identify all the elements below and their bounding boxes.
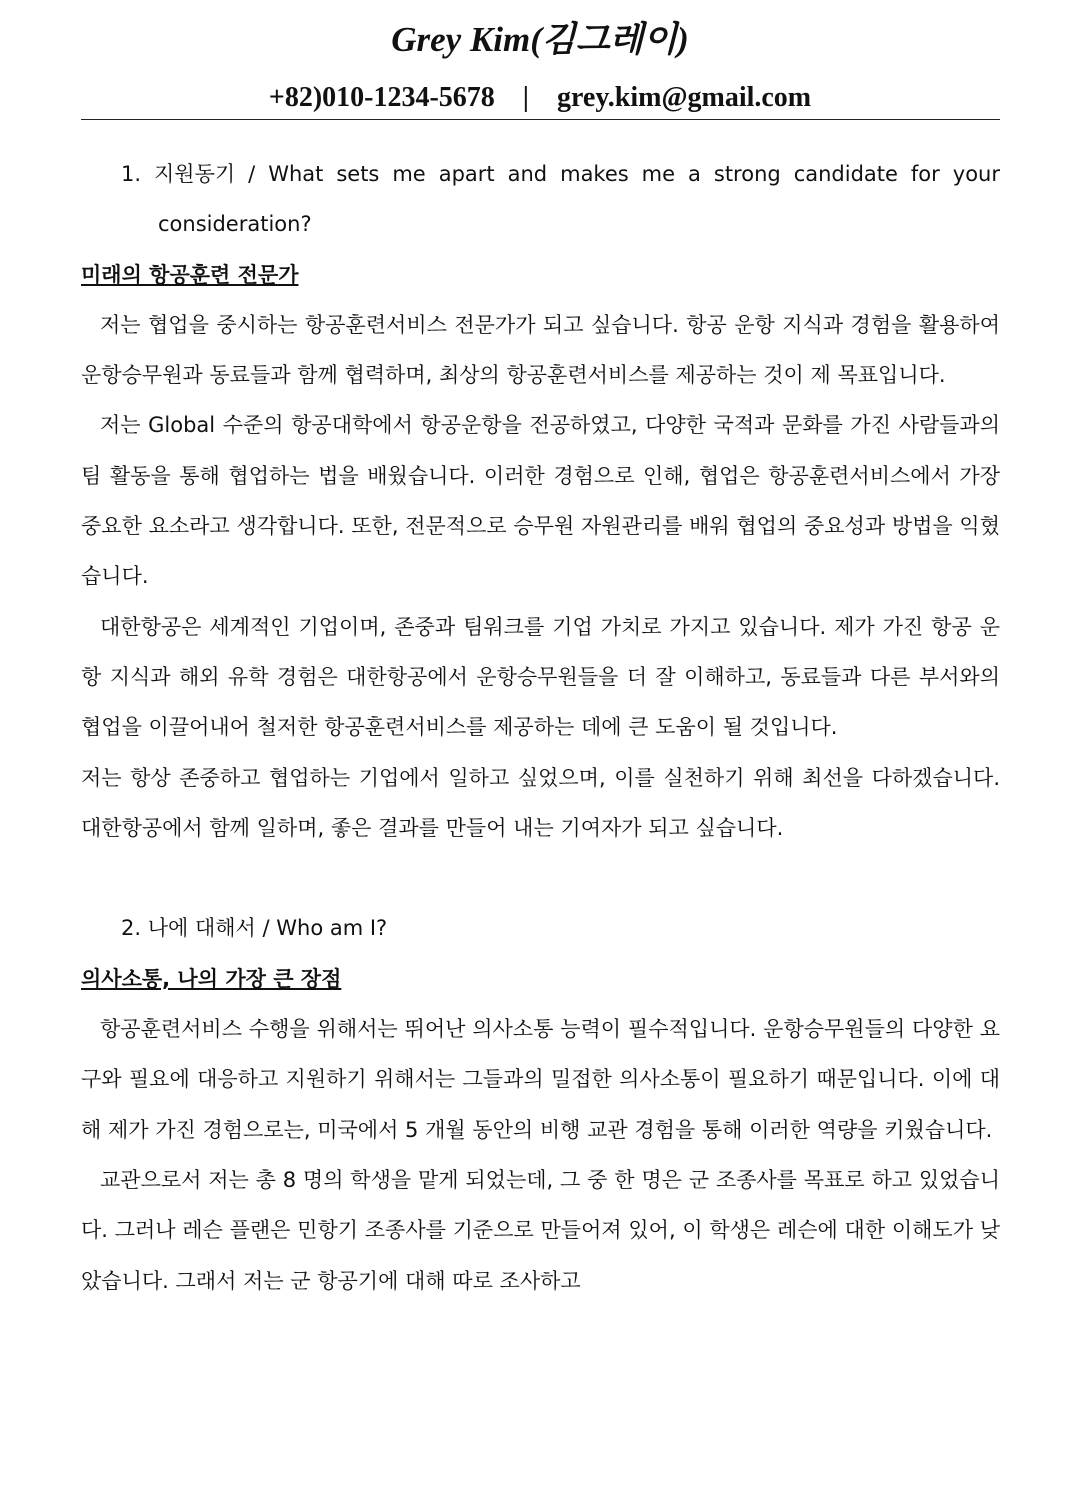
section-1-paragraph-1: 저는 협업을 중시하는 항공훈련서비스 전문가가 되고 싶습니다. 항공 운항 지식과 경험을 활용하여 운항승무원과 동료들과 함께 협력하며, 최상의 항공훈련서비스를 제공하는 것이 제 목표입니다.	[81, 312, 1000, 388]
section-1-paragraph-2: 저는 Global 수준의 항공대학에서 항공운항을 전공하였고, 다양한 국적과 문화를 가진 사람들과의 팀 활동을 통해 협업하는 법을 배웠습니다. 이러한 경험으로 인해, 협업은 항공훈련서비스에서 가장 중요한 요소라고 생각합니다. 또한, 전문적으로 승무원 자원관리를 배워 협업의 중요성과 방법을 익혔습니다.	[81, 413, 1000, 589]
section-spacer	[81, 853, 1000, 903]
section-1-question: 1. 지원동기 / What sets me apart and makes me a strong candidate for your consideration?	[121, 162, 1000, 237]
section-1-paragraph-3: 대한항공은 세계적인 기업이며, 존중과 팀워크를 기업 가치로 가지고 있습니다. 제가 가진 항공 운항 지식과 해외 유학 경험은 대한항공에서 운항승무원들을 더 잘 이해하고, 동료들과 다른 부서와의 협업을 이끌어내어 철저한 항공훈련서비스를 제공하는 데에 큰 도움이 될 것입니다.	[81, 614, 1000, 740]
phone-number: +82)010-1234-5678	[268, 82, 495, 113]
document-body	[81, 149, 1000, 1306]
section-2-question: 2. 나에 대해서 / Who am I?	[121, 916, 388, 941]
section-1-paragraph-4: 저는 항상 존중하고 협업하는 기업에서 일하고 싶었으며, 이를 실천하기 위해 최선을 다하겠습니다. 대한항공에서 함께 일하며, 좋은 결과를 만들어 내는 기여자가 되고 싶습니다.	[81, 765, 1000, 840]
section-2-heading: 의사소통, 나의 가장 큰 장점	[81, 966, 342, 991]
contact-separator: |	[522, 82, 529, 113]
section-1-heading: 미래의 항공훈련 전문가	[81, 262, 299, 287]
section-2-paragraph-1: 항공훈련서비스 수행을 위해서는 뛰어난 의사소통 능력이 필수적입니다. 운항승무원들의 다양한 요구와 필요에 대응하고 지원하기 위해서는 그들과의 밀접한 의사소통이 필요하기 때문입니다. 이에 대해 제가 가진 경험으로는, 미국에서 5 개월 동안의 비행 교관 경험을 통해 이러한 역량을 키웠습니다.	[81, 1017, 1000, 1142]
contact-line	[0, 80, 1080, 116]
applicant-name: Grey Kim(김그레이)	[391, 20, 689, 59]
header-divider	[81, 119, 1000, 120]
email-address: grey.kim@gmail.com	[556, 82, 812, 113]
section-2-paragraph-2: 교관으로서 저는 총 8 명의 학생을 맡게 되었는데, 그 중 한 명은 군 조종사를 목표로 하고 있었습니다. 그러나 레슨 플랜은 민항기 조종사를 기준으로 만들어져 있어, 이 학생은 레슨에 대한 이해도가 낮았습니다. 그래서 저는 군 항공기에 대해 따로 조사하고	[81, 1167, 1000, 1293]
